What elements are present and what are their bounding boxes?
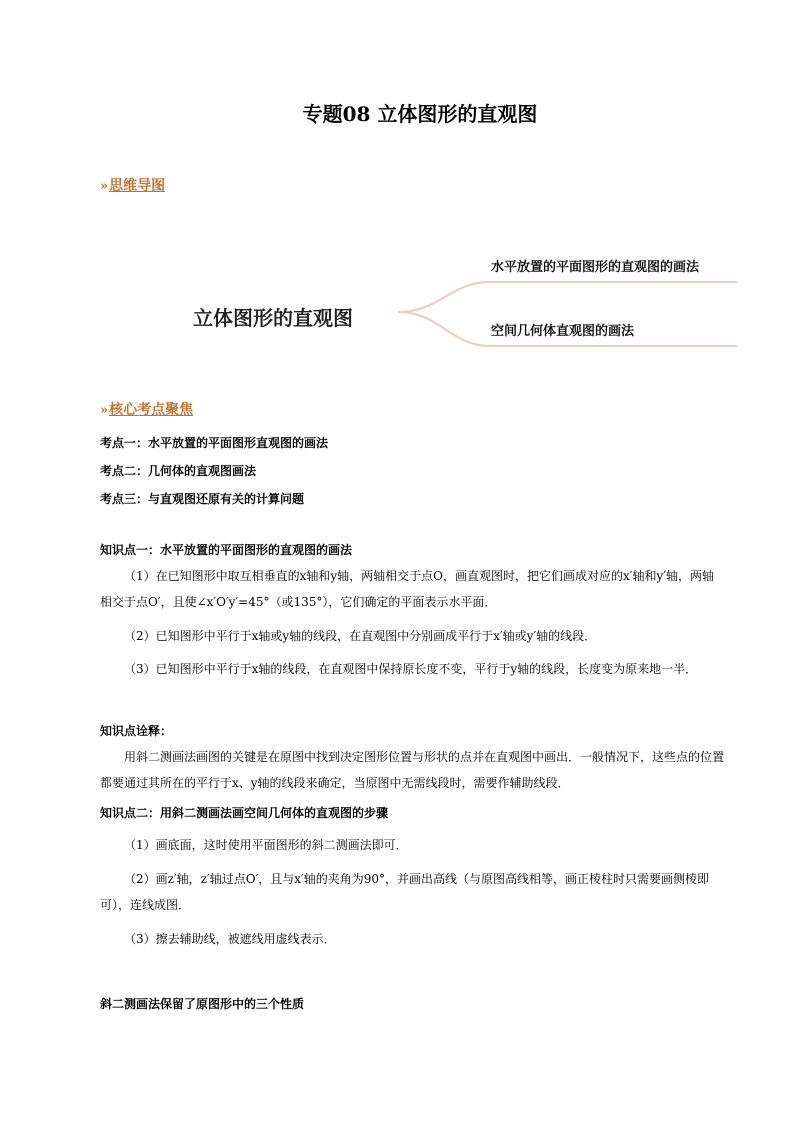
chevron-icon: » [100,179,106,194]
mindmap-branch-1: 水平放置的平面图形的直观图的画法 [491,260,700,275]
quanshi-heading: 知识点诠释： [100,724,173,738]
xingzhi-heading: 斜二测画法保留了原图形中的三个性质 [100,997,305,1011]
zs2-p3: （3）擦去辅助线，被遮线用虚线表示． [124,932,336,946]
page-title: 专题08 立体图形的直观图 [302,102,538,126]
zs2-p2: （2）画z′轴，z′轴过点O′，且与x′轴的夹角为90°，并画出高线（与原图高线相等，画正棱柱时只需要画侧棱即可），连线成图． [100,872,710,912]
kaodian-item: 考点一：水平放置的平面图形直观图的画法 [100,436,329,450]
section-label: 思维导图 [109,178,166,194]
section-label: 核心考点聚焦 [109,402,194,418]
mindmap-branch-2: 空间几何体直观图的画法 [491,324,635,339]
section-core-heading [100,399,193,419]
kaodian-item: 考点三：与直观图还原有关的计算问题 [100,492,305,506]
section-mindmap-heading [100,175,165,195]
kaodian-item: 考点二：几何体的直观图画法 [100,464,257,478]
zs1-heading: 知识点一：水平放置的平面图形的直观图的画法 [100,543,353,557]
chevron-icon: » [100,403,106,418]
quanshi-text: 用斜二测画法画图的关键是在原图中找到决定图形位置与形状的点并在直观图中画出．一般情况下，这些点的位置都要通过其所在的平行于x、y轴的线段来确定，当原图中无需线段时，需要作辅助线段． [100,750,725,790]
zs1-p2: （2）已知图形中平行于x轴或y轴的线段，在直观图中分别画成平行于x′轴或y′轴的线段． [124,629,597,643]
mindmap-center: 立体图形的直观图 [193,306,353,330]
zs1-p3: （3）已知图形中平行于x轴的线段，在直观图中保持原长度不变，平行于y轴的线段，长度变为原来地一半． [124,662,698,676]
zs2-heading: 知识点二：用斜二测画法画空间几何体的直观图的步骤 [100,806,389,820]
zs1-p1: （1）在已知图形中取互相垂直的x轴和y轴，两轴相交于点O，画直观图时，把它们画成对应的x′轴和y′轴，两轴相交于点O′，且使∠x′O′y′=45°（或135°），它们确定的平面表示水平面． [100,569,715,609]
zs2-p1: （1）画底面，这时使用平面图形的斜二测画法即可． [124,838,408,852]
